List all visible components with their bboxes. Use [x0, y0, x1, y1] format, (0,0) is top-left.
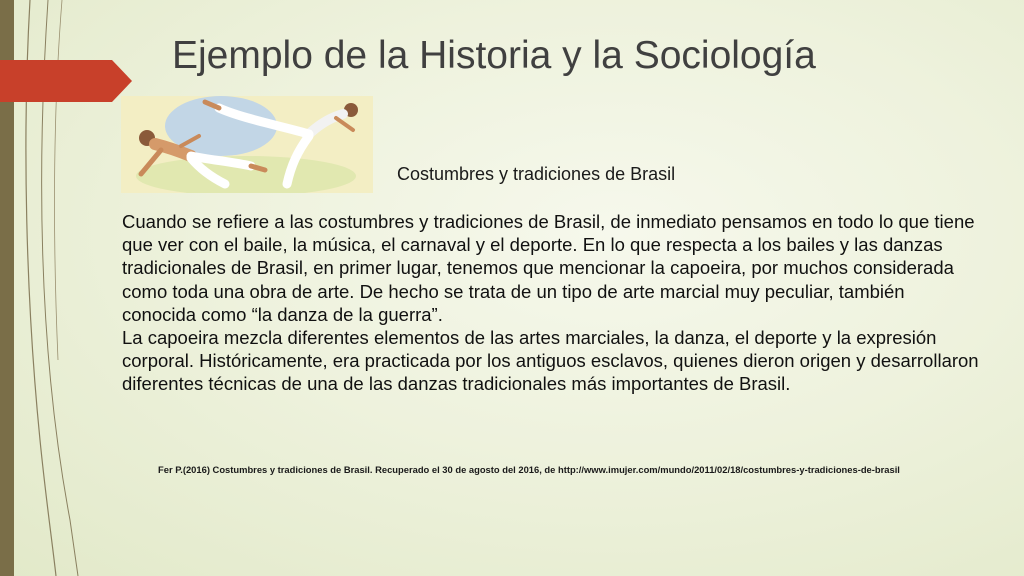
slide-subtitle: Costumbres y tradiciones de Brasil: [397, 164, 676, 184]
slide-title: Ejemplo de la Historia y la Sociología: [172, 34, 816, 77]
body-paragraph: Cuando se refiere a las costumbres y tradiciones de Brasil, de inmediato pensamos en todo lo que tiene que ver con el baile, la música, el carnaval y el deporte. En lo que respecta a los bailes y las danzas tradicionales de Brasil, en primer lugar, tenemos que mencionar la capoeira, por muchos considerada como toda una obra de arte. De hecho se trata de un tipo de arte marcial muy peculiar, también conocida como “la danza de la guerra”.: [122, 211, 975, 325]
citation-reference: Fer P.(2016) Costumbres y tradiciones de Brasil. Recuperado el 30 de agosto del 2016, de http://www.imujer.com/mundo/2011/02/18/costumbres-y-tradiciones-de-brasil: [158, 464, 900, 475]
body-paragraph: La capoeira mezcla diferentes elementos de las artes marciales, la danza, el deporte y la expresión corporal. Históricamente, era practicada por los antiguos esclavos, quienes dieron origen y desarrollaron diferentes técnicas de una de las danzas tradicionales más importantes de Brasil.: [122, 327, 979, 395]
body-text: [122, 210, 982, 396]
accent-arrow-tab: [0, 60, 132, 102]
capoeira-dancers-illustration: [121, 96, 373, 193]
